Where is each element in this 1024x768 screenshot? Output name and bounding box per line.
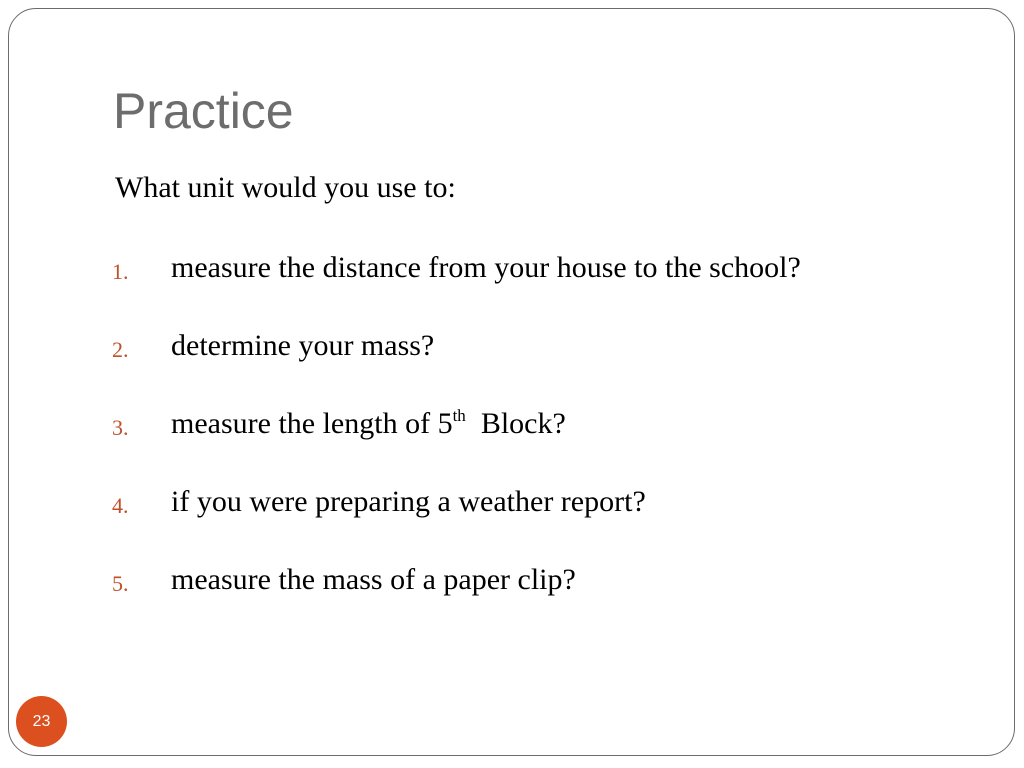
item-number: 2.	[112, 337, 129, 362]
item-number: 1.	[112, 259, 129, 284]
intro-text: What unit would you use to:	[115, 171, 456, 204]
item-number: 5.	[112, 571, 129, 596]
item-number: 4.	[112, 493, 129, 518]
item-text: if you were preparing a weather report?	[171, 485, 646, 518]
item-text-before: measure the length of 5	[171, 407, 453, 440]
slide-title: Practice	[113, 83, 294, 139]
item-text: determine your mass?	[171, 329, 435, 362]
page-number-badge: 23	[16, 696, 67, 747]
item-text-after: Block?	[465, 407, 566, 440]
item-text: measure the mass of a paper clip?	[171, 563, 576, 596]
ordinal-superscript: th	[452, 406, 466, 425]
item-number: 3.	[112, 415, 129, 440]
item-text	[171, 406, 566, 442]
item-text: measure the distance from your house to the school?	[171, 251, 801, 284]
